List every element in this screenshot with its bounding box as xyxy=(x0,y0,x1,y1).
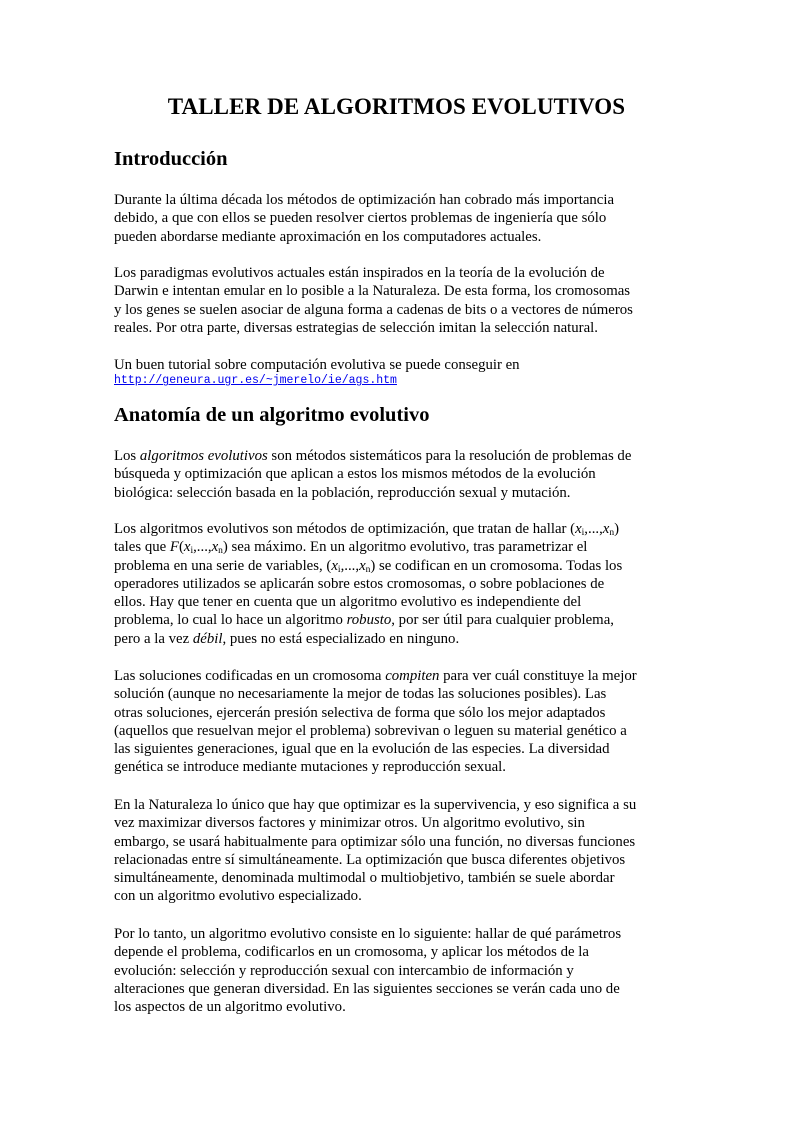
text-line: Durante la última década los métodos de optimización han cobrado más importancia xyxy=(114,192,615,208)
text-line: alteraciones que generan diversidad. En las siguientes secciones se verán cada uno de xyxy=(114,980,620,997)
anatomy-paragraph-1 xyxy=(114,447,694,502)
text-line: debido, a que con ellos se pueden resolver ciertos problemas de ingeniería que sólo xyxy=(114,210,607,227)
text-line: Los algoritmos evolutivos son métodos de optimización, que tratan de hallar $(x_i,...,x_n)$ xyxy=(114,521,620,538)
text-line: Los paradigmas evolutivos actuales están inspirados en la teoría de la evolución de xyxy=(114,265,605,281)
text-line: reales. Por otra parte, diversas estrategias de selección imitan la selección natural. xyxy=(114,319,598,336)
text-line: tales que $F(x_i,...,x_n)$ sea máximo. En un algoritmo evolutivo, tras parametrizar el xyxy=(114,539,588,557)
anatomy-paragraph-2 xyxy=(114,520,694,648)
text-line: Las soluciones codificadas en un cromosoma compiten para ver cuál constituye la mejor xyxy=(114,668,637,684)
text-line: depende el problema, codificarlos en un cromosoma, y aplicar los métodos de la xyxy=(114,944,589,961)
text-line: genética se introduce mediante mutaciones y reproducción sexual. xyxy=(114,759,506,776)
text-line: En la Naturaleza lo único que hay que optimizar es la supervivencia, y eso significa a su xyxy=(114,797,637,813)
emphasis-text: débil xyxy=(192,630,223,647)
text-line: con un algoritmo evolutivo especializado. xyxy=(114,888,362,905)
text-line: Los algoritmos evolutivos son métodos sistemáticos para la resolución de problemas de xyxy=(114,448,632,464)
text-line: búsqueda y optimización que aplican a estos los mismos métodos de la evolución xyxy=(114,466,596,483)
text-line: otras soluciones, ejercerán presión selectiva de forma que sólo los mejor adaptados xyxy=(114,704,606,721)
text-line: pero a la vez débil, pues no está especializado en ninguno. xyxy=(114,630,460,647)
text-line: las siguientes generaciones, igual que en la evolución de las especies. La diversidad xyxy=(114,741,610,758)
text-line: Por lo tanto, un algoritmo evolutivo consiste en lo siguiente: hallar de qué parámetros xyxy=(114,926,622,942)
anatomy-paragraph-3 xyxy=(114,667,694,777)
text-line: solución (aunque no necesariamente la mejor de todas las soluciones posibles). Las xyxy=(114,686,607,703)
emphasis-text: robusto xyxy=(346,612,392,629)
text-line: evolución: selección y reproducción sexual con intercambio de información y xyxy=(114,962,574,979)
tutorial-text: Un buen tutorial sobre computación evolutiva se puede conseguir en xyxy=(114,357,520,373)
section-heading-introduccion: Introducción xyxy=(114,148,228,170)
text-line: y los genes se suelen asociar de alguna forma a cadenas de bits o a vectores de números xyxy=(114,301,633,318)
tutorial-link[interactable]: http://geneura.ugr.es/~jmerelo/ie/ags.htm xyxy=(114,374,397,388)
anatomy-paragraph-5 xyxy=(114,925,694,1016)
text-line: ellos. Hay que tener en cuenta que un algoritmo evolutivo es independiente del xyxy=(114,594,582,611)
text-line: pueden abordarse mediante aproximación en los computadores actuales. xyxy=(114,228,542,245)
intro-paragraph-1 xyxy=(114,191,694,246)
text-line: Darwin e intentan emular en lo posible a la Naturaleza. De esta forma, los cromosomas xyxy=(114,283,631,300)
text-line: problema en una serie de variables, $(x_i,...,x_n)$ se codifican en un cromosoma. Todas los xyxy=(114,557,623,575)
emphasis-text: algoritmos evolutivos xyxy=(139,448,268,464)
text-line: embargo, se usará habitualmente para optimizar sólo una función, no diversas funciones xyxy=(114,833,636,850)
text-line: biológica: selección basada en la población, reproducción sexual y mutación. xyxy=(114,484,571,501)
intro-paragraph-2 xyxy=(114,264,694,337)
tutorial-paragraph xyxy=(114,356,694,387)
text-line: (aquellos que resuelvan mejor el problema) sobrevivan o leguen su material genético a xyxy=(114,722,627,739)
text-line: vez maximizar diversos factores y minimizar otros. Un algoritmo evolutivo, sin xyxy=(114,815,585,832)
section-heading-anatomia: Anatomía de un algoritmo evolutivo xyxy=(114,404,430,426)
emphasis-text: compiten xyxy=(385,668,440,684)
text-line: problema, lo cual lo hace un algoritmo robusto, por ser útil para cualquier problema, xyxy=(114,612,614,629)
text-line: los aspectos de un algoritmo evolutivo. xyxy=(114,999,346,1016)
document-title: TALLER DE ALGORITMOS EVOLUTIVOS xyxy=(167,94,626,119)
anatomy-paragraph-4 xyxy=(114,796,694,906)
text-line: relacionadas entre sí simultáneamente. La optimización que busca diferentes objetivos xyxy=(114,851,626,868)
text-line: operadores utilizados se aplicarán sobre estos cromosomas, o sobre poblaciones de xyxy=(114,575,605,592)
text-line: simultáneamente, denominada multimodal o multiobjetivo, también se suele abordar xyxy=(114,870,615,887)
